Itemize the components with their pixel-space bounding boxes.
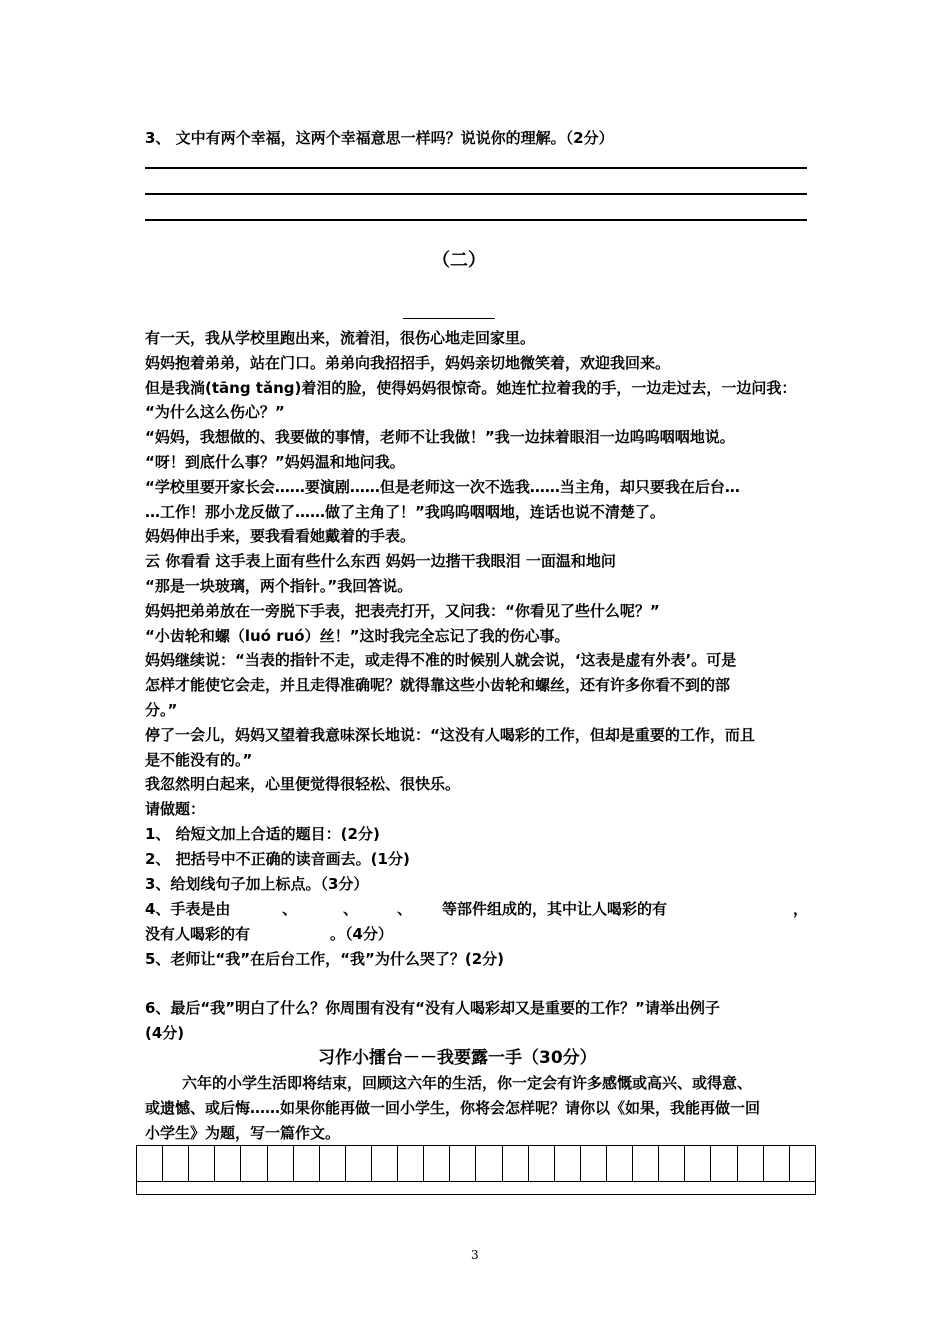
passage-line: 我忽然明白起来，心里便觉得很轻松、很快乐。 (145, 775, 461, 793)
grid-cell[interactable] (764, 1146, 790, 1181)
grid-cell[interactable] (633, 1146, 659, 1181)
grid-cell[interactable] (529, 1146, 555, 1181)
question-4-line2a: 没有人喝彩的有 (145, 925, 251, 943)
passage-line: 但是我淌(tāng tǎng)着泪的脸，使得妈妈很惊奇。她连忙拉着我的手，一边走过去，一边问我： (145, 379, 797, 397)
question-3: 3、 文中有两个幸福，这两个幸福意思一样吗？说说你的理解。（2分） (145, 129, 614, 147)
grid-cell[interactable] (268, 1146, 294, 1181)
passage-line: 请做题： (145, 800, 206, 818)
writing-grid[interactable] (136, 1145, 816, 1195)
passage-line: “学校里要开家长会……要演剧……但是老师这一次不选我……当主角，却只要我在后台… (145, 478, 740, 496)
passage-line: 妈妈伸出手来，要我看看她戴着的手表。 (145, 527, 416, 545)
composition-line-1: 六年的小学生活即将结束，回顾这六年的生活，你一定会有许多感慨或高兴、或得意、 (182, 1074, 753, 1092)
question-4-sep3: 、 (397, 900, 413, 918)
passage-line: 妈妈继续说：“当表的指针不走，或走得不准的时候别人就会说，‘这表是虚有外表’。可是 (145, 651, 737, 669)
passage-line: 怎样才能使它会走，并且走得准确呢？就得靠这些小齿轮和螺丝，还有许多你看不到的部 (145, 676, 731, 694)
grid-cell[interactable] (424, 1146, 450, 1181)
passage-line: 3、给划线句子加上标点。（3分） (145, 875, 369, 893)
passage-line: “小齿轮和螺（luó ruó）丝！”这时我完全忘记了我的伤心事。 (145, 627, 570, 645)
question-4-sep1: 、 (282, 900, 298, 918)
passage-line: 停了一会儿，妈妈又望着我意味深长地说：“这没有人喝彩的工作，但却是重要的工作，而且 (145, 726, 755, 744)
question-4-line2b: 。（4分） (330, 925, 393, 943)
writing-grid-row (137, 1146, 815, 1182)
grid-cell[interactable] (346, 1146, 372, 1181)
title-blank-line (403, 318, 495, 319)
question-4-sep2: 、 (343, 900, 359, 918)
composition-title: 习作小擂台－－我要露一手（30分） (318, 1048, 597, 1068)
answer-line-3 (145, 219, 807, 221)
grid-cell[interactable] (476, 1146, 502, 1181)
composition-line-3: 小学生》为题，写一篇作文。 (145, 1124, 341, 1142)
passage-line: “呀！到底什么事？”妈妈温和地问我。 (145, 453, 405, 471)
grid-cell[interactable] (137, 1146, 163, 1181)
grid-cell[interactable] (581, 1146, 607, 1181)
grid-cell[interactable] (372, 1146, 398, 1181)
grid-cell[interactable] (711, 1146, 737, 1181)
question-4-part1: 4、手表是由 (145, 900, 231, 918)
page-number: 3 (471, 1248, 479, 1262)
question-5: 5、老师让“我”在后台工作，“我”为什么哭了？(2分) (145, 950, 505, 968)
question-6-line1: 6、最后“我”明白了什么？你周围有没有“没有人喝彩却又是重要的工作？”请举出例子 (145, 999, 720, 1017)
passage-line: 云 你看看 这手表上面有些什么东西 妈妈一边揩干我眼泪 一面温和地问 (145, 552, 616, 570)
answer-line-1 (145, 167, 807, 169)
grid-cell[interactable] (189, 1146, 215, 1181)
passage-line: 1、 给短文加上合适的题目：(2分) (145, 825, 380, 843)
passage-line: “妈妈，我想做的、我要做的事情，老师不让我做！”我一边抹着眼泪一边呜呜咽咽地说。 (145, 428, 735, 446)
passage-line: 有一天，我从学校里跑出来，流着泪，很伤心地走回家里。 (145, 329, 536, 347)
grid-cell[interactable] (398, 1146, 424, 1181)
passage-line: 妈妈把弟弟放在一旁脱下手表，把表壳打开，又问我：“你看见了些什么呢？” (145, 602, 660, 620)
section-heading: （二） (432, 250, 486, 271)
passage-line: …工作！那小龙反做了……做了主角了！”我呜呜咽咽地，连话也说不清楚了。 (145, 503, 665, 521)
answer-line-2 (145, 193, 807, 195)
grid-cell[interactable] (320, 1146, 346, 1181)
question-4-part2: 等部件组成的，其中让人喝彩的有 (442, 900, 668, 918)
grid-cell[interactable] (659, 1146, 685, 1181)
grid-cell[interactable] (738, 1146, 764, 1181)
composition-line-2: 或遗憾、或后悔……如果你能再做一回小学生，你将会怎样呢？请你以《如果，我能再做一回 (145, 1099, 761, 1117)
grid-cell[interactable] (294, 1146, 320, 1181)
grid-cell[interactable] (215, 1146, 241, 1181)
grid-cell[interactable] (241, 1146, 267, 1181)
grid-cell[interactable] (450, 1146, 476, 1181)
question-4-comma: ， (793, 900, 809, 918)
grid-cell[interactable] (685, 1146, 711, 1181)
passage-line: 2、 把括号中不正确的读音画去。(1分) (145, 850, 410, 868)
passage-line: 妈妈抱着弟弟，站在门口。弟弟向我招招手，妈妈亲切地微笑着，欢迎我回来。 (145, 354, 671, 372)
grid-cell[interactable] (607, 1146, 633, 1181)
passage-line: “那是一块玻璃，两个指针。”我回答说。 (145, 577, 413, 595)
grid-cell[interactable] (503, 1146, 529, 1181)
question-6-line2: (4分) (145, 1024, 185, 1042)
grid-cell[interactable] (163, 1146, 189, 1181)
grid-cell[interactable] (555, 1146, 581, 1181)
passage-line: “为什么这么伤心？” (145, 403, 285, 421)
grid-cell[interactable] (790, 1146, 815, 1181)
passage-line: 分。” (145, 701, 178, 719)
passage-line: 是不能没有的。” (145, 751, 253, 769)
